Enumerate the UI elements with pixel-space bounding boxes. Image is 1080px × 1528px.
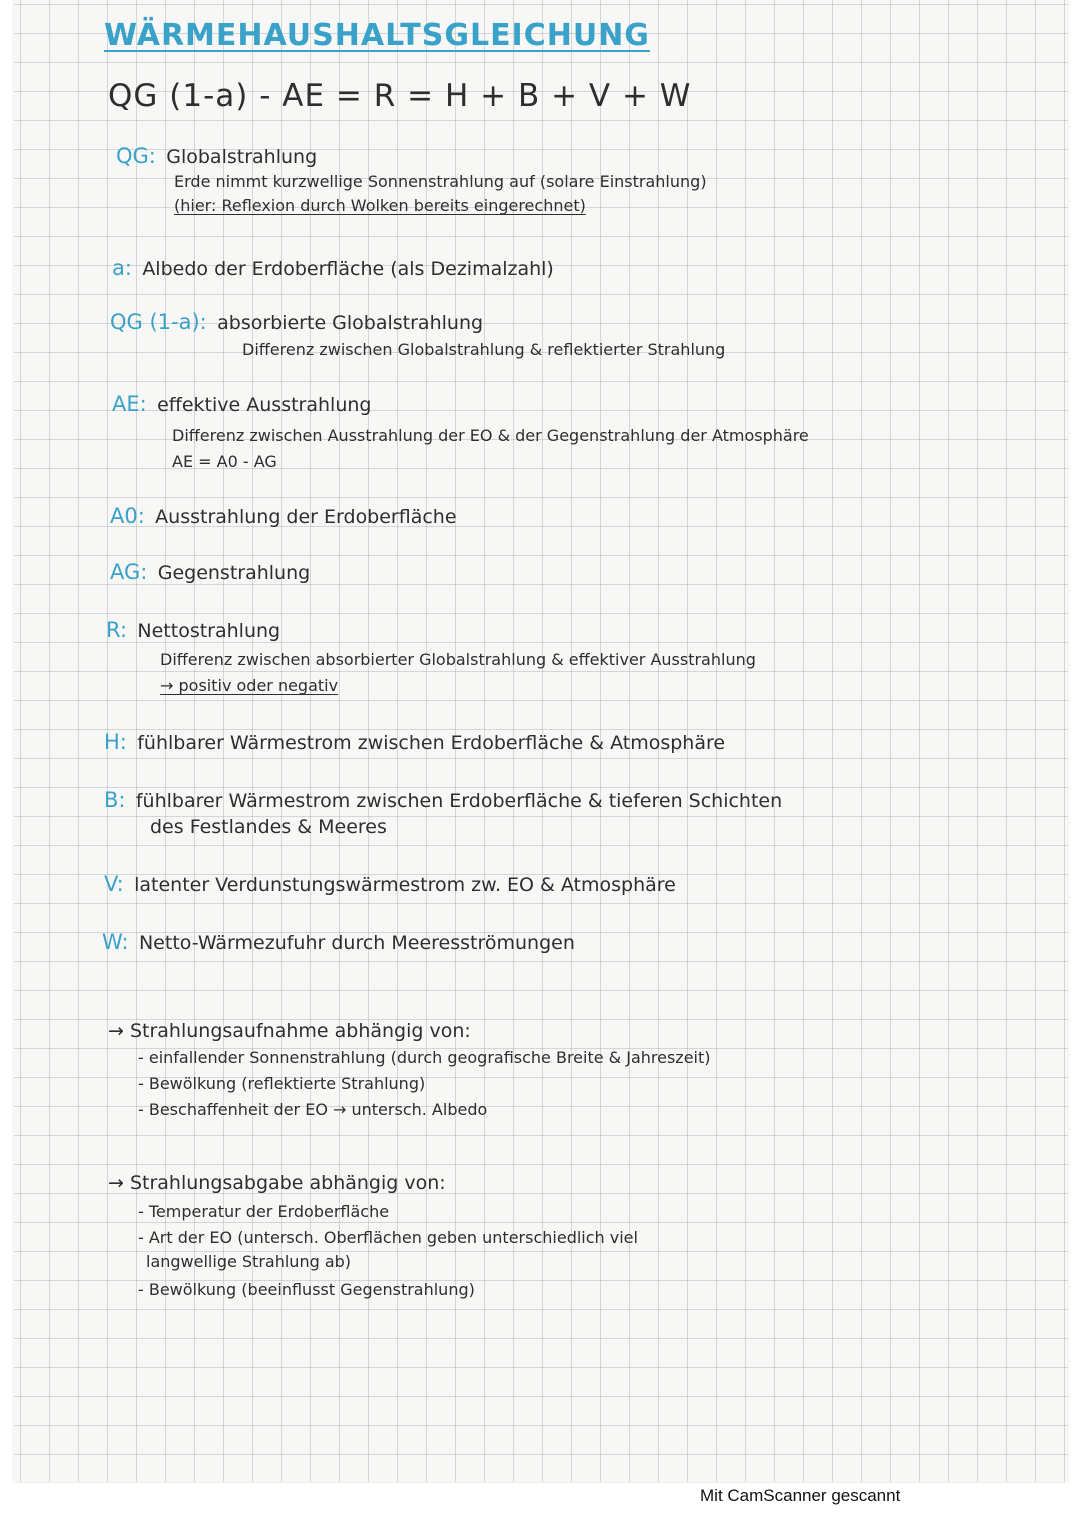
term-albedo bbox=[112, 256, 554, 280]
term-label: Globalstrahlung bbox=[166, 146, 318, 168]
term-label: fühlbarer Wärmestrom zwischen Erdoberfläche & tieferen Schichten bbox=[135, 790, 783, 812]
page-title: WÄRMEHAUSHALTSGLEICHUNG bbox=[104, 18, 650, 53]
term-symbol: V: bbox=[104, 872, 124, 896]
term-label: Gegenstrahlung bbox=[157, 562, 311, 584]
term-label: latenter Verdunstungswärmestrom zw. EO & Atmosphäre bbox=[134, 874, 676, 896]
term-ae bbox=[112, 392, 371, 416]
term-symbol: QG (1-a): bbox=[110, 310, 207, 334]
term-symbol: AE: bbox=[112, 392, 147, 416]
note-line: - Bewölkung (beeinflusst Gegenstrahlung) bbox=[138, 1280, 475, 1299]
note-line: - einfallender Sonnenstrahlung (durch geografische Breite & Jahreszeit) bbox=[138, 1048, 711, 1067]
term-a0 bbox=[110, 504, 457, 528]
term-symbol: B: bbox=[104, 788, 126, 812]
term-v bbox=[104, 872, 676, 896]
term-symbol: R: bbox=[106, 618, 128, 642]
term-detail: des Festlandes & Meeres bbox=[150, 816, 387, 838]
term-symbol: A0: bbox=[110, 504, 145, 528]
note-line: - Beschaffenheit der EO → untersch. Albedo bbox=[138, 1100, 488, 1119]
term-label: fühlbarer Wärmestrom zwischen Erdoberfläche & Atmosphäre bbox=[137, 732, 726, 754]
term-detail: Differenz zwischen Globalstrahlung & reflektierter Strahlung bbox=[242, 340, 726, 359]
note-line: - Temperatur der Erdoberfläche bbox=[138, 1202, 390, 1221]
term-detail: Erde nimmt kurzwellige Sonnenstrahlung auf (solare Einstrahlung) bbox=[174, 172, 707, 191]
term-detail: AE = A0 - AG bbox=[172, 452, 277, 471]
term-symbol: H: bbox=[104, 730, 127, 754]
term-detail: Differenz zwischen absorbierter Globalstrahlung & effektiver Ausstrahlung bbox=[160, 650, 756, 669]
term-label: Albedo der Erdoberfläche (als Dezimalzahl) bbox=[142, 258, 554, 280]
term-ag bbox=[110, 560, 310, 584]
note-line: - Art der EO (untersch. Oberflächen geben unterschiedlich viel bbox=[138, 1228, 638, 1247]
note-line: langwellige Strahlung ab) bbox=[146, 1252, 352, 1271]
term-qg bbox=[116, 144, 317, 168]
term-label: Nettostrahlung bbox=[137, 620, 281, 642]
term-h bbox=[104, 730, 725, 754]
term-r bbox=[106, 618, 280, 642]
note-heading: → Strahlungsabgabe abhängig von: bbox=[108, 1172, 446, 1194]
note-heading: → Strahlungsaufnahme abhängig von: bbox=[108, 1020, 471, 1042]
term-symbol: a: bbox=[112, 256, 132, 280]
term-detail: → positiv oder negativ bbox=[160, 676, 339, 695]
term-label: Ausstrahlung der Erdoberfläche bbox=[155, 506, 457, 528]
term-label: Netto-Wärmezufuhr durch Meeresströmungen bbox=[138, 932, 575, 954]
term-symbol: W: bbox=[102, 930, 129, 954]
scanner-watermark: Mit CamScanner gescannt bbox=[700, 1486, 901, 1505]
term-detail: (hier: Reflexion durch Wolken bereits eingerechnet) bbox=[174, 196, 586, 215]
term-absorbed bbox=[110, 310, 483, 334]
term-symbol: QG: bbox=[116, 144, 156, 168]
term-label: effektive Ausstrahlung bbox=[157, 394, 372, 416]
term-label: absorbierte Globalstrahlung bbox=[217, 312, 484, 334]
term-detail: Differenz zwischen Ausstrahlung der EO & der Gegenstrahlung der Atmosphäre bbox=[172, 426, 809, 445]
term-w bbox=[102, 930, 575, 954]
note-line: - Bewölkung (reflektierte Strahlung) bbox=[138, 1074, 426, 1093]
term-symbol: AG: bbox=[110, 560, 148, 584]
heat-balance-formula: QG (1-a) - AE = R = H + B + V + W bbox=[108, 78, 692, 114]
term-b bbox=[104, 788, 782, 812]
